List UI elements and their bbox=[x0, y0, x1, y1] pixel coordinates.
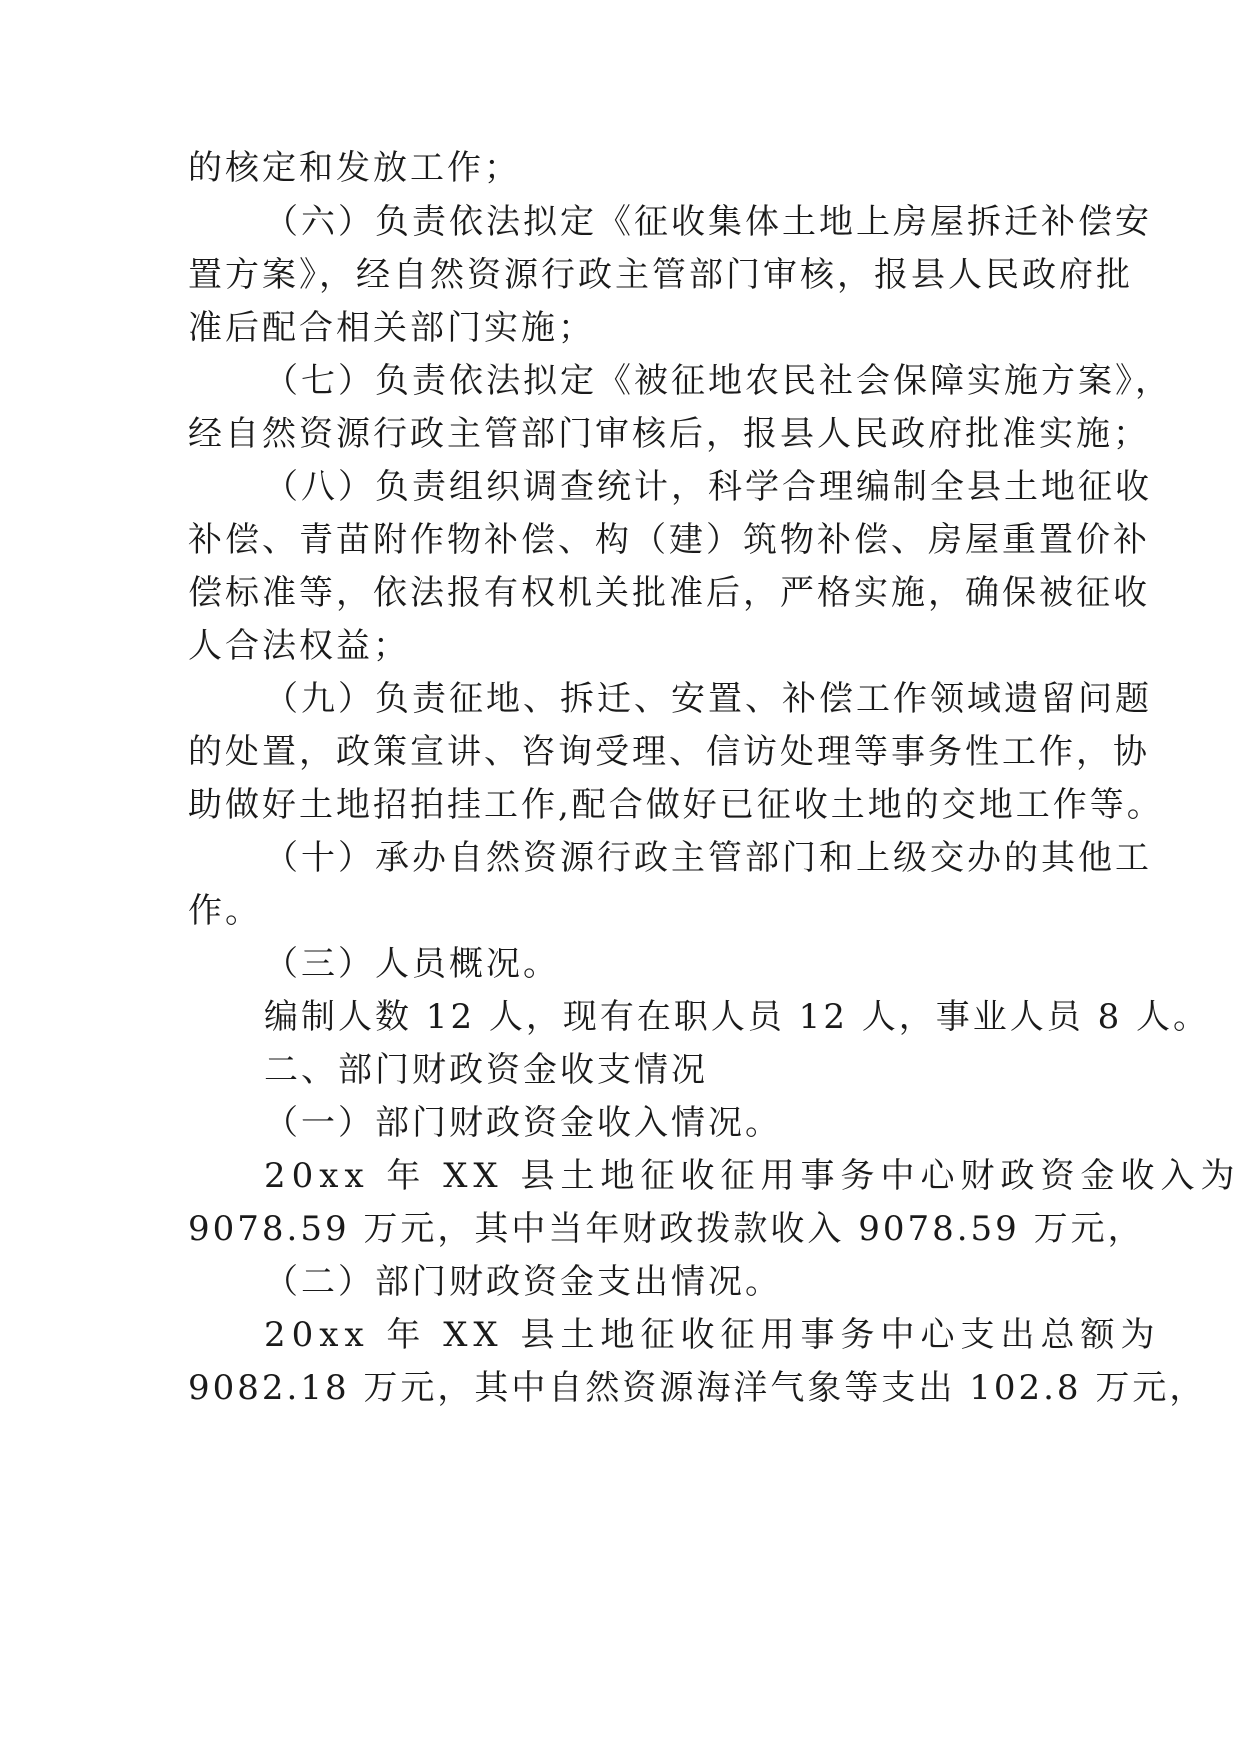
text-line: 偿标准等，依法报有权机关批准后，严格实施，确保被征收 bbox=[188, 573, 1150, 613]
text-line: 9078.59 万元，其中当年财政拨款收入 9078.59 万元， bbox=[188, 1209, 1145, 1249]
text-line: 经自然资源行政主管部门审核后，报县人民政府批准实施； bbox=[188, 414, 1150, 454]
text-line: 作。 bbox=[188, 891, 262, 931]
text-line: 20xx 年 XX 县土地征收征用事务中心支出总额为 bbox=[264, 1315, 1161, 1355]
section-heading: （一）部门财政资金收入情况。 bbox=[264, 1103, 782, 1143]
text-line: （七）负责依法拟定《被征地农民社会保障实施方案》， bbox=[264, 361, 1172, 401]
text-line: 准后配合相关部门实施； bbox=[188, 308, 595, 348]
text-line: 的核定和发放工作； bbox=[188, 148, 521, 188]
text-line: 9082.18 万元，其中自然资源海洋气象等支出 102.8 万元， bbox=[188, 1368, 1207, 1408]
text-line: （八）负责组织调查统计，科学合理编制全县土地征收 bbox=[264, 467, 1152, 507]
text-line: 人合法权益； bbox=[188, 626, 410, 666]
text-line: （十）承办自然资源行政主管部门和上级交办的其他工 bbox=[264, 838, 1152, 878]
text-line: 的处置，政策宣讲、咨询受理、信访处理等事务性工作，协 bbox=[188, 732, 1150, 772]
text-line: （六）负责依法拟定《征收集体土地上房屋拆迁补偿安 bbox=[264, 202, 1152, 242]
text-line: 20xx 年 XX 县土地征收征用事务中心财政资金收入为 bbox=[264, 1156, 1241, 1196]
text-line: 补偿、青苗附作物补偿、构（建）筑物补偿、房屋重置价补 bbox=[188, 520, 1150, 560]
text-line: 助做好土地招拍挂工作,配合做好已征收土地的交地工作等。 bbox=[188, 785, 1164, 825]
text-line: 置方案》，经自然资源行政主管部门审核，报县人民政府批 bbox=[188, 255, 1133, 295]
text-line: 编制人数 12 人，现有在职人员 12 人，事业人员 8 人。 bbox=[264, 997, 1211, 1037]
section-heading: 二、部门财政资金收支情况 bbox=[264, 1050, 708, 1090]
section-heading: （三）人员概况。 bbox=[264, 944, 560, 984]
section-heading: （二）部门财政资金支出情况。 bbox=[264, 1262, 782, 1302]
text-line: （九）负责征地、拆迁、安置、补偿工作领域遗留问题 bbox=[264, 679, 1152, 719]
